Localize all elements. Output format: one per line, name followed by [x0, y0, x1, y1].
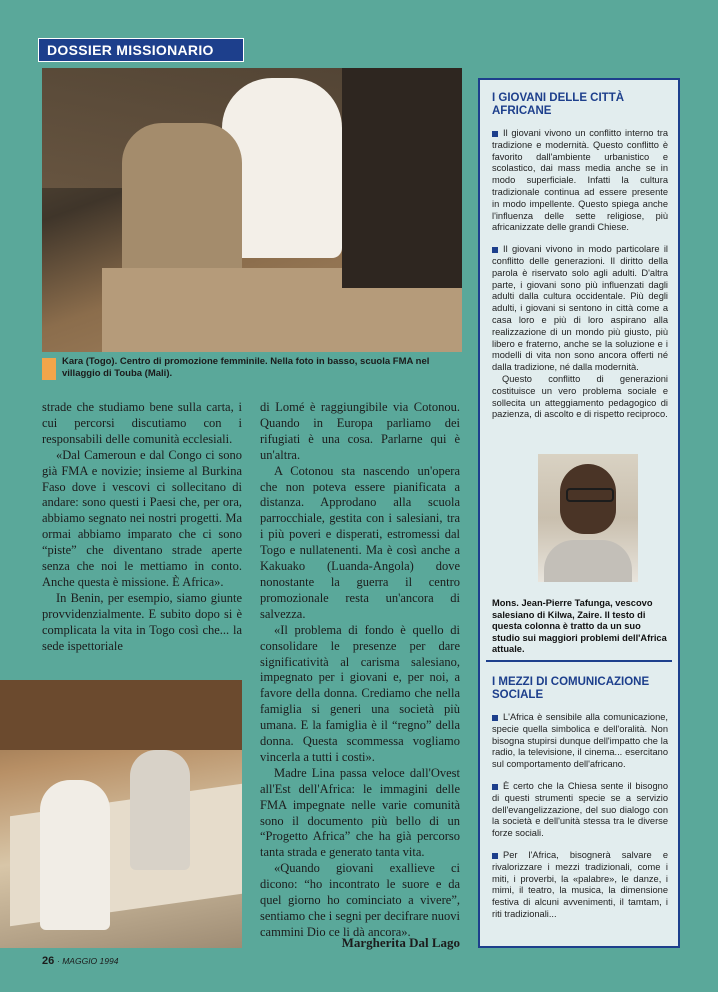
sidebar-paragraph: Questo conflitto di generazioni costituisce un vero problema sociale e sollecita un atteggiamento pedagogico di pazienza, di ascolto e di rispetto reciproco. [492, 373, 668, 420]
portrait-caption: Mons. Jean-Pierre Tafunga, vescovo salesiano di Kilwa, Zaire. Il testo di questa colonna è tratto da un suo studio sui maggiori problemi dell'Africa attuale. [492, 598, 667, 654]
portrait-shirt [544, 540, 632, 582]
section-header-label: DOSSIER MISSIONARIO [47, 42, 214, 58]
bullet-square-icon [492, 715, 498, 721]
author-signature: Margherita Dal Lago [341, 935, 460, 950]
paragraph: «Quando giovani exallieve ci dicono: “ho incontrato le suore e da quel giorno ho cominciato a vivere”, sentiamo che i segni per decifrare nuovi cammini Dio ce li dà ancora». [260, 861, 460, 939]
sidebar-section-title: I MEZZI DI COMUNICAZIONE SOCIALE [492, 676, 650, 701]
bullet-square-icon [492, 853, 498, 859]
article-column-left [42, 400, 242, 655]
sidebar-section-youth [492, 92, 668, 421]
caption-marker [42, 358, 56, 380]
sidebar-paragraph: Il giovani vivono in modo particolare il conflitto delle generazioni. Il diritto della parola è riservato solo agli adulti. D'altra parte, i giovani sono più influenzati dagli adulti dalla cultura occidentale. Più degli adulti, i giovani si sentono in città come a casa loro e più di loro aspirano alla realizzazione di un mondo più giusto, più libero e fraterno, anche se la soluzione e i modelli di vita non sono ancora offerti né dalla tradizione, né dalla modernità. [492, 244, 668, 373]
bishop-portrait [538, 454, 638, 582]
sidebar-paragraph: Il giovani vivono un conflitto interno tra tradizione e modernità. Questo conflitto è favorito dall'ambiente urbanistico e scolastico, dai mass media anche se in modo superficiale. Infatti la cultura tradizionale continua ad essere presente in modo impellente. Questo spiega anche l'influenza delle sette religiose, più africanizzate delle grandi Chiese. [492, 128, 668, 233]
section-header [38, 38, 244, 62]
sidebar-section-title: I GIOVANI DELLE CITTÀ AFRICANE [492, 92, 625, 117]
bullet-square-icon [492, 784, 498, 790]
paragraph: «Il problema di fondo è quello di consolidare le presenze per dare significatività al carisma salesiano, impegnato per i giovani e, per noi, a favore della donna. Crediamo che nella famiglia si generi una società più umana. E la famiglia è il “regno” della donna. Questa scommessa vogliamo vincerla a tutti i costi». [260, 622, 460, 764]
paragraph: «Dal Cameroun e dal Congo ci sono già FMA e novizie; insieme al Burkina Faso dove i vescovi ci sollecitano di andare: sono questi i Paesi che, per ora, abbiamo segnato nei nostri progetti. Ma ormai abbiamo imparato che ci sono “piste” che diventano strade aperte senza che noi le mettiamo in conto. Anche questa è missione. È Africa». [42, 447, 242, 589]
portrait-glasses [566, 488, 614, 502]
photo-door [342, 68, 462, 288]
paragraph: strade che studiamo bene sulla carta, i cui percorsi discutiamo con i responsabili delle comunità ecclesiali. [42, 400, 242, 446]
bullet-square-icon [492, 247, 498, 253]
sidebar-paragraph: L'Africa è sensibile alla comunicazione, specie quella simbolica e dell'oralità. Non bisogna stupirsi dunque dell'impatto che la radio, la televisione, il cinema... esercitano sul comportamento dell'africano. [492, 712, 668, 770]
photo-bottom [0, 680, 242, 948]
sidebar-divider [486, 660, 672, 662]
photo-student [130, 750, 190, 870]
issue-date: · MAGGIO 1994 [57, 956, 119, 966]
paragraph: A Cotonou sta nascendo un'opera che non poteva essere pianificata a distanza. Approdano alla scuola parrocchiale, gestita con i salesiani, tra i più poveri e disperati, estromessi dal Togo e nullatenenti. Ma è così anche a Kakuako (Luanda-Angola) dove nonostante la guerra il centro promozionale resta un'ancora di salvezza. [260, 463, 460, 621]
bullet-square-icon [492, 131, 498, 137]
paragraph: Madre Lina passa veloce dall'Ovest all'Est dell'Africa: le immagini delle FMA impegnate nelle varie comunità sono il documento più bello di un “Progetto Africa” che ha già percorso tanta strada e generato tanta vita. [260, 765, 460, 860]
sidebar-section-media [492, 676, 668, 921]
paragraph: In Benin, per esempio, siamo giunte provvidenzialmente. E subito dopo si è complicata la vita in Togo così che... la sede ispettoriale [42, 590, 242, 653]
photo-top [42, 68, 462, 352]
photo-back-wall [0, 680, 242, 750]
article-column-middle [260, 400, 460, 941]
sidebar-paragraph: È certo che la Chiesa sente il bisogno di questi strumenti specie se a servizio dell'evangelizzazione, del suo dialogo con la società e dell'unità stessa tra le diverse forze sociali. [492, 780, 668, 839]
caption-text: Kara (Togo). Centro di promozione femminile. Nella foto in basso, scuola FMA nel villaggio di Touba (Mali). [62, 356, 430, 379]
paragraph: di Lomé è raggiungibile via Cotonou. Quando in Europa parliamo dei rifugiati è una cosa. Parlarne qui è un'altra. [260, 400, 460, 462]
sidebar-box [478, 78, 680, 948]
photo-caption [42, 356, 462, 390]
page-number: 26 [42, 955, 55, 967]
page-footer [42, 955, 118, 967]
photo-student [40, 780, 110, 930]
sidebar-paragraph: Per l'Africa, bisognerà salvare e rivalorizzare i mezzi tradizionali, come i miti, i proverbi, la «palabre», le danze, i mimi, il teatro, la musica, la dimensione festiva di alcuni avvenimenti, il tamtam, i riti tradizionali... [492, 849, 668, 919]
